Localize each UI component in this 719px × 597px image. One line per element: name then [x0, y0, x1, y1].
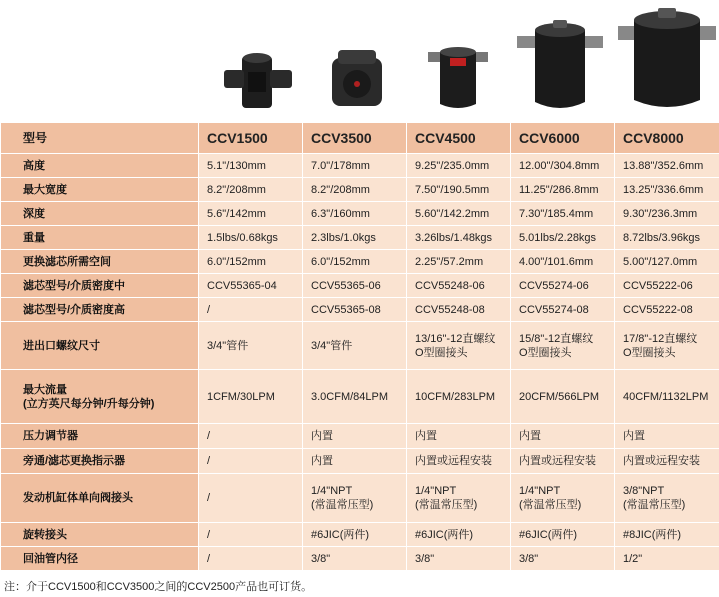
table-cell: #6JIC(两件): [407, 523, 511, 547]
table-cell: /: [199, 449, 303, 474]
row-label: 深度: [1, 202, 199, 226]
row-label: 更换滤芯所需空间: [1, 250, 199, 274]
table-cell: /: [199, 523, 303, 547]
table-cell: 15/8"-12直螺纹 O型圈接头: [511, 322, 615, 370]
table-cell: 13/16"-12直螺纹 O型圈接头: [407, 322, 511, 370]
table-row: [1, 523, 719, 547]
table-cell: 13.88"/352.6mm: [615, 154, 719, 178]
header-model: CCV8000: [615, 123, 719, 154]
table-cell: #8JIC(两件): [615, 523, 719, 547]
row-label: 最大宽度: [1, 178, 199, 202]
table-cell: 17/8"-12直螺纹 O型圈接头: [615, 322, 719, 370]
table-cell: 内置: [407, 424, 511, 449]
table-cell: 5.1"/130mm: [199, 154, 303, 178]
table-cell: 3/8": [511, 547, 615, 571]
table-cell: 3/8": [407, 547, 511, 571]
table-cell: 1.5lbs/0.68kgs: [199, 226, 303, 250]
table-cell: 9.25"/235.0mm: [407, 154, 511, 178]
row-label: 最大流量 (立方英尺每分钟/升每分钟): [1, 370, 199, 424]
table-cell: /: [199, 474, 303, 523]
table-cell: 20CFM/566LPM: [511, 370, 615, 424]
table-row: [1, 322, 719, 370]
row-label: 滤芯型号/介质密度中: [1, 274, 199, 298]
table-cell: 内置: [303, 424, 407, 449]
table-cell: 6.0"/152mm: [199, 250, 303, 274]
ccv8000-image: [618, 6, 716, 112]
table-row: [1, 370, 719, 424]
table-cell: 6.3"/160mm: [303, 202, 407, 226]
table-cell: 2.3lbs/1.0kgs: [303, 226, 407, 250]
table-cell: 1/2": [615, 547, 719, 571]
row-label: 旁通/滤芯更换指示器: [1, 449, 199, 474]
table-cell: 3.0CFM/84LPM: [303, 370, 407, 424]
row-label: 重量: [1, 226, 199, 250]
table-row: [1, 178, 719, 202]
row-label: 发动机缸体单向阀接头: [1, 474, 199, 523]
header-model: CCV4500: [407, 123, 511, 154]
table-cell: 1/4"NPT (常温常压型): [407, 474, 511, 523]
table-cell: 1/4"NPT (常温常压型): [511, 474, 615, 523]
header-model-label: 型号: [1, 123, 199, 154]
row-label: 旋转接头: [1, 523, 199, 547]
table-cell: 5.00"/127.0mm: [615, 250, 719, 274]
header-model: CCV3500: [303, 123, 407, 154]
table-row: [1, 298, 719, 322]
product-images: [0, 0, 719, 122]
table-cell: 3/4"管件: [303, 322, 407, 370]
table-cell: 6.0"/152mm: [303, 250, 407, 274]
table-cell: CCV55248-06: [407, 274, 511, 298]
table-row: [1, 274, 719, 298]
header-model: CCV1500: [199, 123, 303, 154]
row-label: 压力调节器: [1, 424, 199, 449]
table-cell: 7.30"/185.4mm: [511, 202, 615, 226]
table-cell: #6JIC(两件): [303, 523, 407, 547]
table-cell: 3.26lbs/1.48kgs: [407, 226, 511, 250]
table-cell: 内置: [303, 449, 407, 474]
table-cell: 1CFM/30LPM: [199, 370, 303, 424]
table-cell: 内置或远程安装: [511, 449, 615, 474]
ccv4500-image: [426, 44, 490, 112]
table-cell: 5.6"/142mm: [199, 202, 303, 226]
table-cell: 13.25"/336.6mm: [615, 178, 719, 202]
table-cell: 2.25"/57.2mm: [407, 250, 511, 274]
table-header-row: [1, 123, 719, 154]
table-cell: 3/4"管件: [199, 322, 303, 370]
table-cell: 9.30"/236.3mm: [615, 202, 719, 226]
ccv1500-image: [218, 50, 296, 112]
table-cell: 8.2"/208mm: [199, 178, 303, 202]
table-cell: 8.2"/208mm: [303, 178, 407, 202]
ccv3500-image: [328, 48, 386, 110]
table-row: [1, 449, 719, 474]
table-cell: 内置或远程安装: [407, 449, 511, 474]
table-cell: /: [199, 424, 303, 449]
table-row: [1, 226, 719, 250]
header-model: CCV6000: [511, 123, 615, 154]
table-row: [1, 474, 719, 523]
table-cell: CCV55365-06: [303, 274, 407, 298]
table-row: [1, 424, 719, 449]
table-cell: #6JIC(两件): [511, 523, 615, 547]
table-cell: 12.00"/304.8mm: [511, 154, 615, 178]
table-cell: /: [199, 547, 303, 571]
table-cell: 内置: [511, 424, 615, 449]
table-cell: 内置: [615, 424, 719, 449]
table-cell: 4.00"/101.6mm: [511, 250, 615, 274]
table-cell: CCV55365-08: [303, 298, 407, 322]
table-cell: 10CFM/283LPM: [407, 370, 511, 424]
table-cell: CCV55248-08: [407, 298, 511, 322]
table-cell: 40CFM/1132LPM: [615, 370, 719, 424]
table-cell: 8.72lbs/3.96kgs: [615, 226, 719, 250]
row-label: 滤芯型号/介质密度高: [1, 298, 199, 322]
table-cell: 内置或远程安装: [615, 449, 719, 474]
table-cell: 5.60"/142.2mm: [407, 202, 511, 226]
table-cell: 7.0"/178mm: [303, 154, 407, 178]
table-cell: CCV55222-08: [615, 298, 719, 322]
row-label: 高度: [1, 154, 199, 178]
table-row: [1, 250, 719, 274]
table-row: [1, 547, 719, 571]
spec-table: [0, 122, 719, 571]
table-cell: 7.50"/190.5mm: [407, 178, 511, 202]
footnote: 注：介于CCV1500和CCV3500之间的CCV2500产品也可订货。: [4, 581, 313, 593]
table-cell: CCV55274-06: [511, 274, 615, 298]
table-cell: 11.25"/286.8mm: [511, 178, 615, 202]
table-cell: 5.01lbs/2.28kgs: [511, 226, 615, 250]
table-cell: 3/8"NPT (常温常压型): [615, 474, 719, 523]
table-cell: 1/4"NPT (常温常压型): [303, 474, 407, 523]
row-label: 进出口螺纹尺寸: [1, 322, 199, 370]
table-cell: /: [199, 298, 303, 322]
table-cell: CCV55274-08: [511, 298, 615, 322]
row-label: 回油管内径: [1, 547, 199, 571]
table-row: [1, 154, 719, 178]
table-cell: 3/8": [303, 547, 407, 571]
table-row: [1, 202, 719, 226]
table-cell: CCV55222-06: [615, 274, 719, 298]
table-cell: CCV55365-04: [199, 274, 303, 298]
ccv6000-image: [515, 18, 605, 112]
